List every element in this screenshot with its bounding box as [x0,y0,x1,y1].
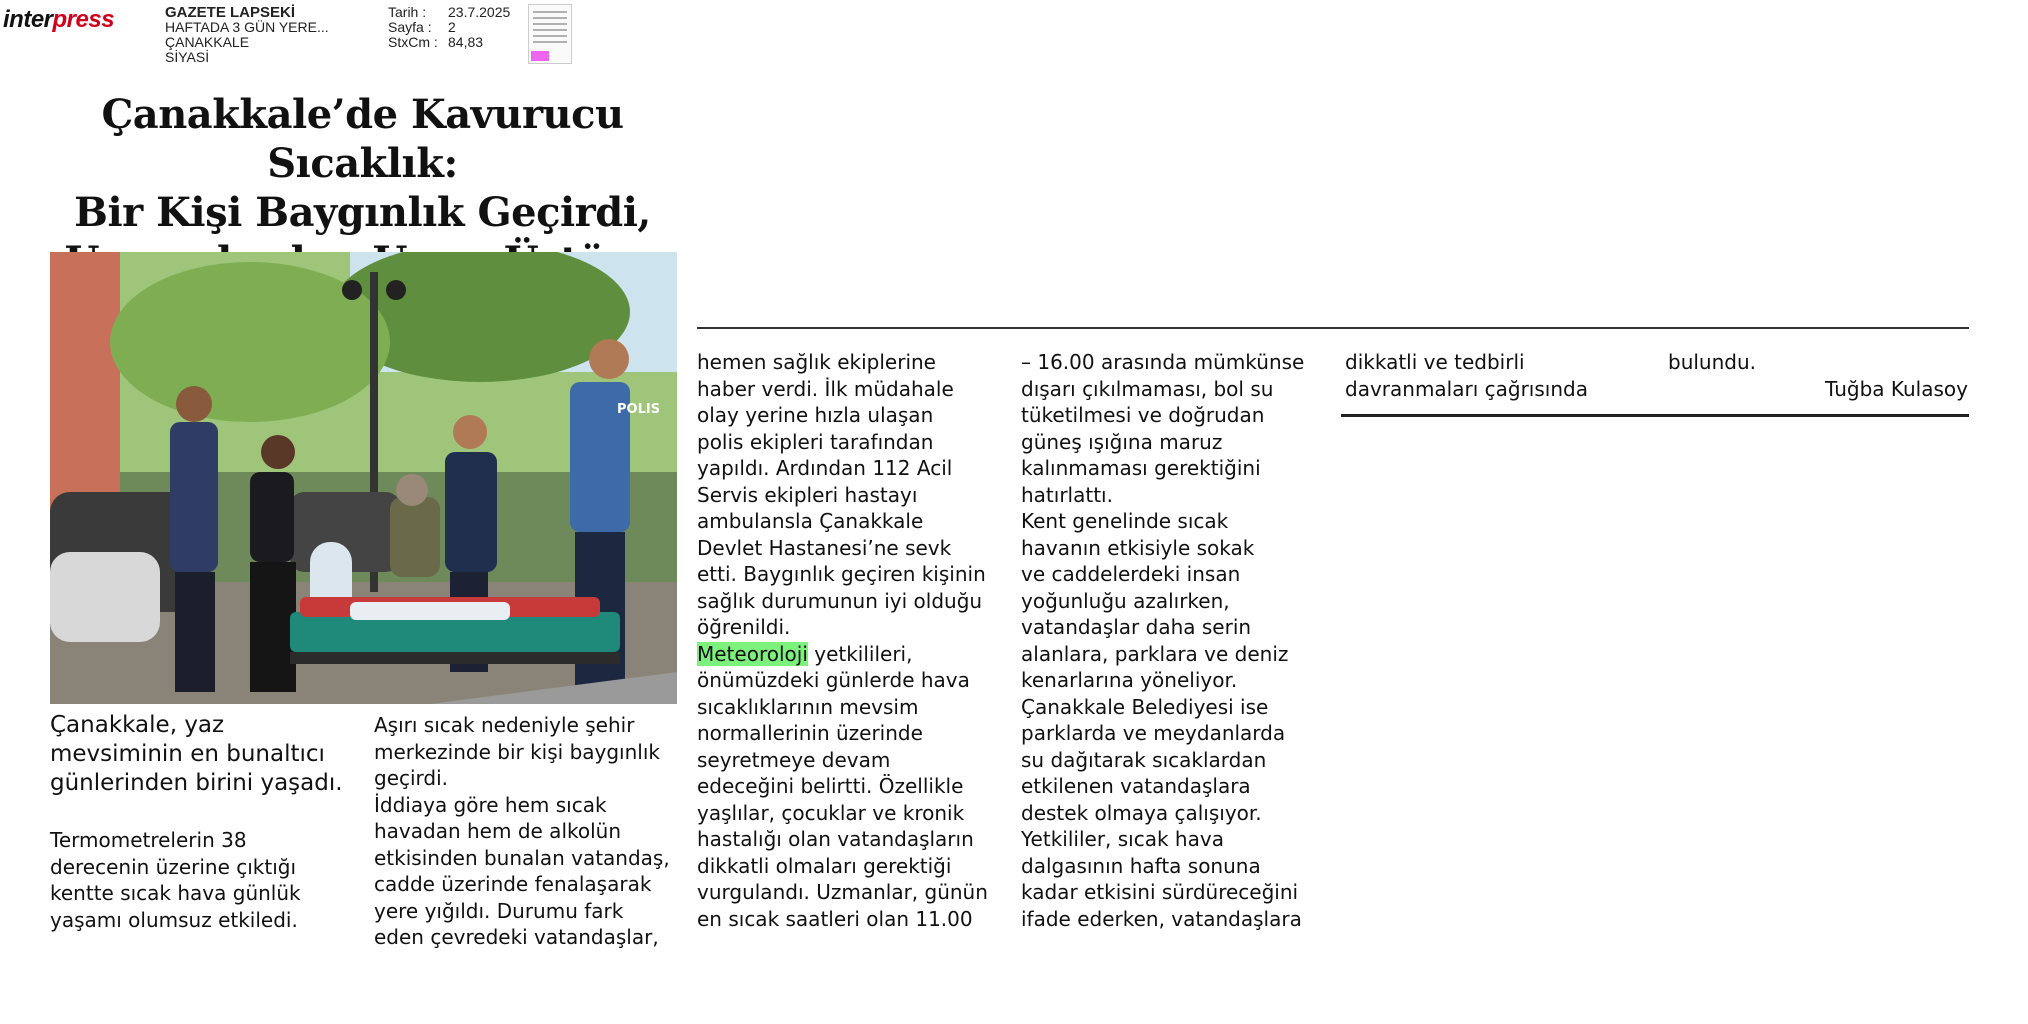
stxcm-label: StxCm : [388,34,438,50]
photo-illustration [50,252,677,704]
article-photo [50,252,677,704]
text-line: Çanakkale, yaz [50,712,225,738]
text-line: öğrenildi. [697,615,791,639]
highlighted-keyword: Meteoroloji [697,641,808,666]
stxcm-value: 84,83 [448,34,484,50]
interpress-logo [3,6,114,34]
text-line: etti. Baygınlık geçiren kişinin [697,562,986,586]
text-line: edeceğini belirtti. Özellikle [697,774,964,798]
text-line: ifade ederken, vatandaşlara [1021,906,1302,931]
photo-badge-text: POLIS [617,402,661,417]
text-line: yaşamı olumsuz etkiledi. [50,907,298,932]
thumbnail-highlight [531,51,549,61]
date-value: 23.7.2025 [448,4,511,20]
text-line: hastalığı olan vatandaşların [697,827,974,851]
text-line: haber verdi. İlk müdahale [697,376,954,401]
text-line: yere yığıldı. Durumu fark [374,898,624,923]
text-line: kadar etkisini sürdüreceğini [1021,880,1299,904]
text-line: İddiaya göre hem sıcak [374,792,607,817]
article-column-2 [374,712,670,951]
text-line: günlerinden birini yaşadı. [50,770,343,796]
text-fragment: yetkilileri, [807,641,913,666]
text-line: yapıldı. Ardından 112 Acil [697,456,953,480]
text-line: normallerinin üzerinde [697,721,923,745]
page-thumbnail[interactable] [528,4,572,64]
logo-main: inter [3,6,53,33]
text-line: havadan hem de alkolün [374,819,622,843]
text-line: ambulansla Çanakkale [697,509,924,533]
publication-category: SİYASİ [165,49,210,65]
article-column-3 [697,349,988,932]
text-line: alanlara, parklara ve deniz [1021,641,1289,666]
text-line: derecenin üzerine çıktığı [50,854,297,879]
text-line: olay yerine hızla ulaşan [697,403,934,427]
text-line: vatandaşlar daha serin [1021,615,1252,639]
text-line: güneş ışığına maruz [1021,429,1223,454]
article-column-1 [50,827,301,933]
text-line: davranmaları çağrısında [1345,376,1588,401]
clipping-meta-labels [388,5,438,50]
text-line: Yetkililer, sıcak hava [1021,827,1224,851]
article-author: Tuğba Kulasoy [1825,377,1968,401]
text-line: dışarı çıkılmaması, bol su [1021,376,1274,401]
publication-region: ÇANAKKALE [165,34,250,50]
text-line: yoğunluğu azalırken, [1021,588,1230,613]
text-line: mevsiminin en bunaltıcı [50,741,325,767]
text-line: geçirdi. [374,766,449,790]
text-line: dalgasının hafta sonuna [1021,853,1261,878]
text-line: kentte sıcak hava günlük [50,881,301,905]
text-line: yaşlılar, çocuklar ve kronik [697,800,965,825]
article-column-4 [1021,349,1304,932]
date-label: Tarih : [388,4,427,20]
text-line: sıcaklıklarının mevsim [697,694,919,719]
text-line: parklarda ve meydanlarda [1021,721,1286,745]
text-line: Aşırı sıcak nedeniyle şehir [374,713,635,737]
text-line: seyretmeye devam [697,747,891,772]
text-line: cadde üzerinde fenalaşarak [374,872,652,896]
article-end-rule [1341,414,1969,417]
text-line: dikkatli ve tedbirli [1345,350,1525,374]
text-line: vurgulandı. Uzmanlar, günün [697,880,988,904]
text-line: Çanakkale Belediyesi ise [1021,694,1269,719]
page-value: 2 [448,19,456,35]
text-line: dikkatli olmaları gerektiği [697,853,952,878]
text-line: etkisinden bunalan vatandaş, [374,845,670,870]
text-line: Devlet Hastanesi’ne sevk [697,535,952,560]
article-lead [50,711,343,798]
text-line: polis ekipleri tarafından [697,429,934,454]
text-line [697,641,988,668]
text-line: Kent genelinde sıcak [1021,509,1229,533]
text-line: havanın etkisiyle sokak [1021,535,1255,560]
text-line: hatırlattı. [1021,482,1113,507]
clipping-meta-values [448,5,510,50]
text-line: eden çevredeki vatandaşlar, [374,925,659,949]
text-line: Servis ekipleri hastayı [697,482,918,507]
text-line: önümüzdeki günlerde hava [697,668,970,692]
text-line: tüketilmesi ve doğrudan [1021,403,1265,427]
publication-frequency: HAFTADA 3 GÜN YERE... [165,19,329,35]
text-line: bulundu. [1668,350,1757,374]
article-column-5 [1345,349,1588,402]
text-line: ve caddelerdeki insan [1021,562,1241,586]
publication-info [165,5,365,65]
text-line: merkezinde bir kişi baygınlık [374,739,660,764]
article-column-6 [1668,349,1756,376]
section-divider [697,327,1969,329]
text-line: – 16.00 arasında mümkünse [1021,350,1305,374]
text-line: Termometrelerin 38 [50,828,247,852]
text-line: kenarlarına yöneliyor. [1021,668,1238,692]
page-label: Sayfa : [388,19,432,35]
logo-accent: press [52,6,115,33]
text-line: su dağıtarak sıcaklardan [1021,747,1267,772]
publication-name: GAZETE LAPSEKİ [165,4,296,21]
text-line: destek olmaya çalışıyor. [1021,800,1262,825]
text-line: hemen sağlık ekiplerine [697,350,936,374]
text-line: etkilenen vatandaşlara [1021,774,1251,798]
text-line: sağlık durumunun iyi olduğu [697,588,983,613]
text-line: en sıcak saatleri olan 11.00 [697,906,973,931]
text-line: kalınmaması gerektiğini [1021,456,1261,480]
headline-line: Bir Kişi Baygınlık Geçirdi, [74,189,651,236]
headline-line: Çanakkale’de Kavurucu Sıcaklık: [101,91,624,187]
